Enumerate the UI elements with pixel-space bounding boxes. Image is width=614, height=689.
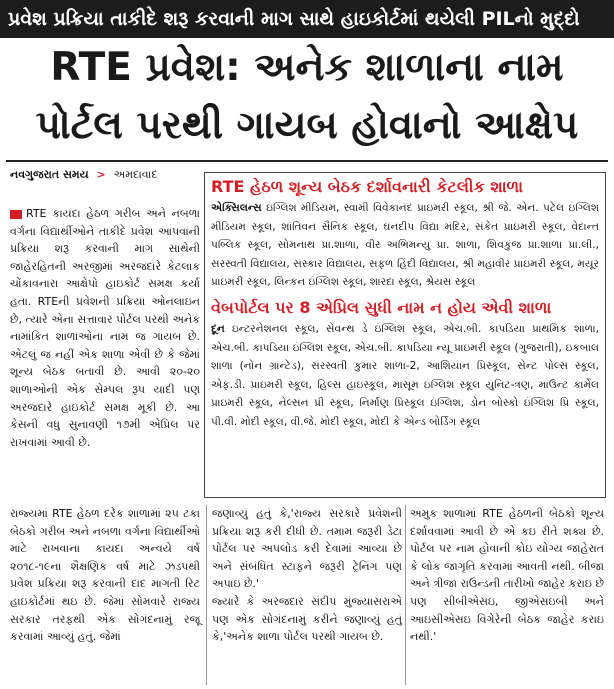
headline-line-1: RTE પ્રવેશ: અનેક શાળાના નામ	[50, 45, 564, 90]
missing-schools-list	[211, 320, 599, 432]
article-column-2	[10, 505, 200, 646]
zero-seat-list	[211, 199, 599, 292]
byline-source: નવગુજરાત સમય	[10, 168, 89, 181]
zero-seat-heading: RTE હેઠળ શૂન્ય બેઠક દર્શાવનારી કેટલીક શાળા	[211, 177, 524, 196]
byline-separator: >	[96, 168, 106, 181]
missing-schools-lead: દૂન	[211, 322, 225, 335]
byline-city: અમદાવાદ	[113, 168, 158, 181]
red-square-icon	[10, 210, 22, 219]
article-paragraph: જણાવ્યું હતું કે,'રાજ્ય સરકારે પ્રવેશની પ્રક્રિયા શરૂ કરી દીધી છે. તમામ જરૂરી ડેટા પોર્ટલ પર અપલોડ કરી દેવામાં આવ્યા છે અને સંબંધિત સ્ટાફને જરૂરી ટ્રેનિંગ પણ અપાઇ છે.'	[212, 507, 402, 591]
kicker-banner: પ્રવેશ પ્રક્રિયા તાકીદે શરૂ કરવાની માગ સાથે હાઇકોર્ટમાં થયેલી PILનો મુદ્દો	[0, 0, 614, 38]
column-divider	[405, 505, 406, 685]
column-divider	[206, 505, 207, 685]
missing-schools-heading: વેબપોર્ટલ પર 8 એપ્રિલ સુધી નામ ન હોય એવી શાળા	[211, 297, 552, 317]
article-column-1	[10, 205, 200, 451]
missing-schools: ઇન્ટરનેશનલ સ્કૂલ, સેવન્થ ડે ઇંગ્લિશ સ્કૂલ, એચ.બી. કાપડિયા પ્રાથમિક શાળા, એચ.બી. કાપડિયા ઇંગ્લિશ સ્કૂલ, એચ.બી. કાપડિયા ન્યૂ પ્રાઇમરી સ્કૂલ (ગુજરાતી), ઇકબાલ શાળા (નોન ગ્રાન્ટેડ), સરસ્વતી કુમાર શાળા-2, આશિયાન પ્રિસ્કૂલ, સેન્ટ પોલ્સ સ્કૂલ, એફ.ડી. પ્રાઇમરી સ્કૂલ, હિલ્સ હાઇસ્કૂલ, માસૂમ ઇંગ્લિશ સ્કૂલ યુનિટ-ત્રણ, માઉન્ટ કાર્મેલ પ્રાઇમરી સ્કૂલ, નેલ્સન પ્રી સ્કૂલ, નિર્માણ પ્રિસ્કૂલ ઇંગ્લિશ, ડોન બોસ્કો ઇંગ્લિશ પ્રિ સ્કૂલ, પી.વી. મોદી સ્કૂલ, વી.જે. મોદી સ્કૂલ, મોદી કે એન્ડ બોર્ડિંગ સ્કૂલ	[211, 322, 599, 428]
byline	[10, 168, 158, 182]
article-paragraph: અમુક શાળામાં RTE હેઠળની બેઠકો શૂન્ય દર્શાવવામાં આવી છે એ કઇ રીતે શક્ય છે. પોર્ટલ પર નામ હોવાની કોઇ યોગ્ય જાહેરાત કે લોક જાગૃતિ કરવામાં આવતી નથી. બીજા અને ત્રીજા રાઉન્ડની તારીખો જાહેર કરાઇ છે પણ સીબીએસઇ, જીએસઇબી અને આઇસીએસઇ વિગેરેની બેઠક જાહેર કરાઇ નથી.'	[410, 507, 604, 644]
headline-divider	[6, 160, 608, 162]
zero-seat-lead: એક્સિલન્સ	[211, 202, 262, 214]
article-paragraph: રાજ્યમાં RTE હેઠળ દરેક શાળામાં ૨૫ ટકા બેઠકો ગરીબ અને નબળા વર્ગના વિદ્યાર્થીઓ માટે રાખવાના કાયદા અન્વયે વર્ષ ૨૦૧૮-૧૯ના શૈક્ષણિક વર્ષ માટે ઝડપથી પ્રવેશ પ્રક્રિયા શરૂ કરવાની દાદ માગતી રિટ હાઇકોર્ટમાં થઇ છે. જેમાં સોમવારે રાજ્ય સરકાર તરફથી એક સોગંદનામું રજૂ કરવામાં આવ્યું હતું. જેમાં	[10, 507, 200, 644]
article-column-4	[410, 505, 604, 646]
article-intro-paragraph: RTE કાયદા હેઠળ ગરીબ અને નબળા વર્ગના વિદ્યાર્થીઓને તાકીદે પ્રવેશ આપવાની પ્રક્રિયા શરૂ કરવાની માગ સાથેની જાહેરહિતની અરજીમાં અરજદારે કેટલાક ચોંકાવનારા આક્ષેપો હાઇકોર્ટ સમક્ષ કર્યા હતા. RTEની પ્રવેશની પ્રક્રિયા ઓનલાઇન છે, ત્યારે એના સત્તાવાર પોર્ટલ પરથી અનેક નામાંકિત શાળાઓના નામ જ ગાયબ છે. એટલું જ નહીં એક શાળા એવી છે કે જેમાં શૂન્ય બેઠક બતાવી છે. આવી ૨૦-૨૦ શાળાઓની એક સેમ્પલ રૂપ યાદી પણ અરજદારે હાઇકોર્ટ સમક્ષ મૂકી છે. આ કેસની વધુ સુનાવણી ૧૭મી એપ્રિલ પર રાખવામાં આવી છે.	[10, 207, 200, 449]
article-paragraph: જ્યારે કે અરજદાર સંદીપ મુંજ્યાસરાએ પણ એક સોગંદનામું કરીને જણાવ્યું હતું કે,'અનેક શાળા પોર્ટલ પરથી ગાયબ છે.	[212, 594, 402, 644]
school-list-box	[204, 172, 606, 498]
headline-line-2: પોર્ટલ પરથી ગાયબ હોવાનો આક્ષેપ	[35, 103, 579, 148]
zero-seat-schools: ઇંગ્લિશ મીડિયમ, સ્વામી વિવેકાનંદ પ્રાઇમરી સ્કૂલ, શ્રી જે. એન. પટેલ ઇંગ્લિશ મીડિયમ સ્કૂલ, શાંતિવન સૈનિક સ્કૂલ, ઘનદીપ વિદ્યા મંદિર, સંકેત પ્રાઇમરી સ્કૂલ, વેદાન્ત પબ્લિક સ્કૂલ, સોમનાથ પ્રા.શાળા, વીર અભિમન્યુ પ્રા. શાળા, શિવકુંજ પ્રા.શાળા પ્રા.લી., સરસ્વતી વિદ્યાલય, સંસ્કાર વિદ્યાલય, સફળ હિંદી વિદ્યાલય, શ્રી મહાવીર પ્રાઇમરી સ્કૂલ, મયૂર પ્રાઇમરી સ્કૂલ, લિન્કન ઇંગ્લિશ સ્કૂલ, શારદા સ્કૂલ, શ્રેયસ સ્કૂલ	[211, 202, 599, 289]
article-column-3	[212, 505, 402, 646]
